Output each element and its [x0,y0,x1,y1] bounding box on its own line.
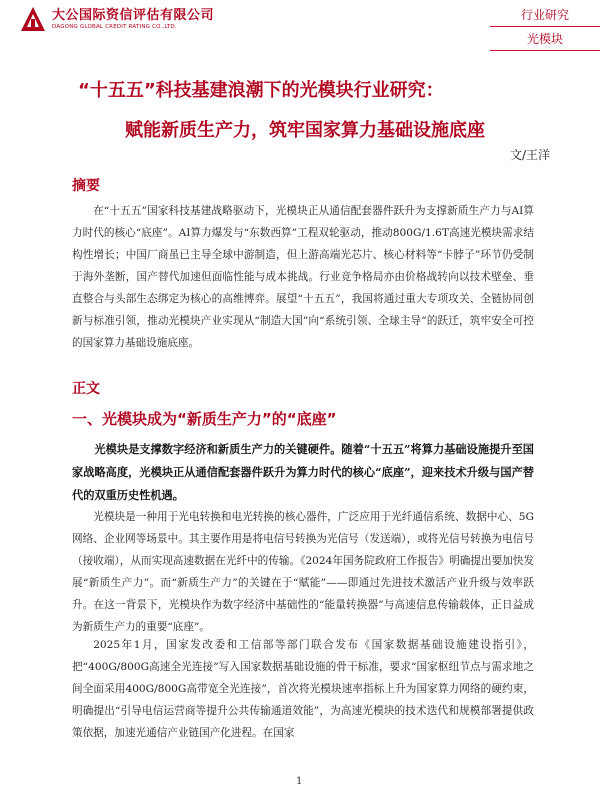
report-title-line-1: “十五五”科技基建浪潮下的光模块行业研究： [78,80,444,101]
body-heading: 正文 [72,381,100,397]
logo-company-name-cn: 大公国际资信评估有限公司 [52,7,215,23]
category-label: 行业研究 [490,4,600,27]
author-byline: 文/王洋 [510,148,551,162]
abstract-paragraph: 在“十五五”国家科技基建战略驱动下，光模块正从通信配套器件跃升为支撑新质生产力与AI算力时代的核心“底座”。AI算力爆发与“东数西算”工程双轮驱动，推动800G/1.6T高速光模块需求结构性增长；中国厂商虽已主导全球中游制造，但上游高端光芯片、核心材料等“卡脖子”环节仍受制于海外垄断，国产替代加速但面临性能与成本挑战。行业竞争格局亦由价格战转向以技术壁垒、垂直整合与头部生态绑定为核心的高维博弈。展望“十五五”，我国将通过重大专项攻关、全链协同创新与标准引领，推动光模块产业实现从“制造大国”向“系统引领、全球主导”的跃迁，筑牢安全可控的国家算力基础设施底座。 [72,205,534,349]
abstract-heading: 摘要 [72,178,100,194]
logo-company-name-en: DAGONG GLOBAL CREDIT RATING CO.,LTD. [52,23,177,30]
page-number: 1 [296,776,303,787]
dagong-logo-icon [20,6,46,32]
report-title-line-2: 赋能新质生产力，筑牢国家算力基础设施底座 [125,120,485,141]
section-1-lead-paragraph: 光模块是支撑数字经济和新质生产力的关键硬件。随着“十五五”将算力基础设施提升至国家战略高度，光模块正从通信配套器件跃升为算力时代的核心“底座”，迎来技术升级与国产替代的双重历史性机遇。 [72,442,534,502]
subcategory-label: 光模块 [490,28,600,51]
section-1-paragraph-2: 光模块是一种用于光电转换和电光转换的核心器件，广泛应用于光纤通信系统、数据中心、5G网络、企业网等场景中。其主要作用是将电信号转换为光信号（发送端），或将光信号转换为电信号（接收端），从而实现高速数据在光纤中的传输。《2024年国务院政府工作报告》明确提出要加快发展“新质生产力”。而“新质生产力”的关键在于“赋能”——即通过先进技术激活产业升级与效率跃升。在这一背景下，光模块作为数字经济中基础性的“能量转换器”与高速信息传输载体，正日益成为新质生产力的重要“底座”。 [72,511,534,633]
company-logo [20,6,214,32]
section-1-heading: 一、光模块成为“新质生产力”的“底座” [72,410,337,428]
section-1-paragraph-3: 2025年1月，国家发改委和工信部等部门联合发布《国家数据基础设施建设指引》，把“400G/800G高速全光连接”写入国家数据基础设施的骨干标准，要求“国家枢纽节点与需求地之间全面采用400G/800G高带宽全光连接”，首次将光模块速率指标上升为国家算力网络的硬约束，明确提出“引导电信运营商等提升公共传输通道效能”，为高速光模块的技术迭代和规模部署提供政策依据，加速光通信产业链国产化进程。在国家 [72,639,534,739]
page-header [0,0,600,60]
